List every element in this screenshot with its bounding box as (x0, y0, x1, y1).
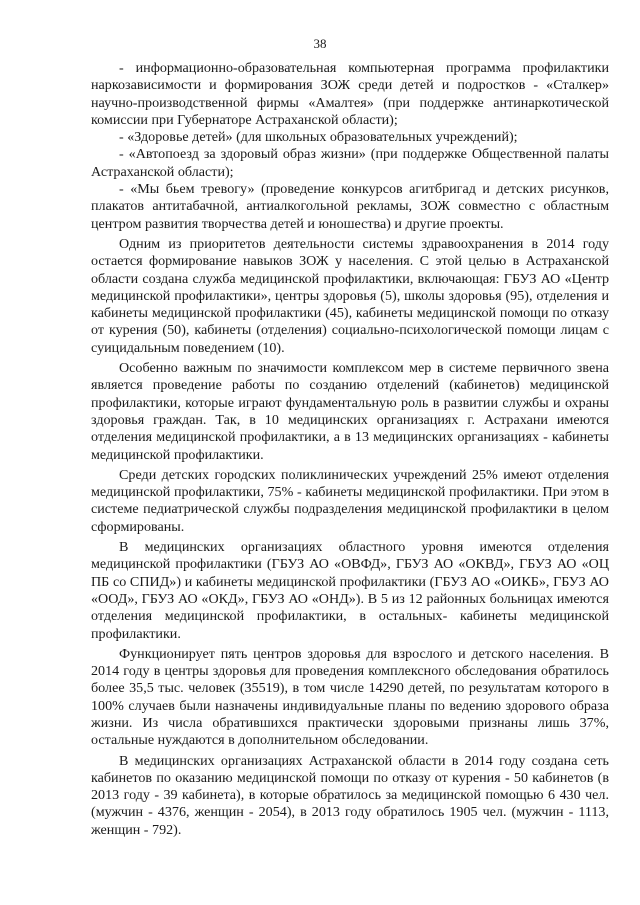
page-number: 38 (313, 36, 327, 51)
paragraph-regional-organizations: В медицинских организациях областного уровня имеются отделения медицинской профилактики (ГБУЗ АО «ОВФД», ГБУЗ АО «ОКВД», ГБУЗ АО «ОЦ ПБ со СПИД») и кабинеты медицинской профилактики (ГБУЗ АО «ОИКБ», ГБУЗ АО «ООД», ГБУЗ АО «ОКД», ГБУЗ АО «ОНД»). В 5 из 12 районных больницах имеются отделения медицинской профилактики, в остальных- кабинеты медицинской профилактики. (91, 539, 609, 642)
bullet-item-stalker: - информационно-образовательная компьютерная программа профилактики наркозависимости и формирования ЗОЖ среди детей и подростков - «Сталкер» научно-производственной фирмы «Амалтея» (при поддержке антинаркотической комиссии при Губернаторе Астраханской области); (91, 60, 609, 128)
bullet-item-children-health: - «Здоровье детей» (для школьных образовательных учреждений); (119, 129, 518, 146)
paragraph-priorities: Одним из приоритетов деятельности системы здравоохранения в 2014 году остается формирование навыков ЗОЖ у населения. С этой целью в Астраханской области создана служба медицинской профилактики, включающая: ГБУЗ АО «Центр медицинской профилактики», центры здоровья (5), школы здоровья (95), отделения и кабинеты медицинской профилактики (45), кабинеты медицинской помощи по отказу от курения (50), кабинеты (отделения) социально-психологической помощи лицам с суицидальным поведением (10). (91, 235, 609, 356)
paragraph-health-centers: Функционирует пять центров здоровья для взрослого и детского населения. В 2014 году в центры здоровья для проведения комплексного обследования обратилось более 35,5 тыс. человек (35519), в том числе 14290 детей, по результатам которого в 100% случаев были назначены индивидуальные планы по ведению здорового образа жизни. Из числа обратившихся практически здоровыми признаны лишь 37%, остальные нуждаются в дополнительном обследовании. (91, 645, 609, 749)
paragraph-smoking-cessation: В медицинских организациях Астраханской области в 2014 году создана сеть кабинетов по оказанию медицинской помощи по отказу от курения - 50 кабинетов (в 2013 году - 39 кабинета), в которые обратилось за медицинской помощью 6 430 чел. (мужчин - 4376, женщин - 2054), в 2013 году обратилось 1905 чел. (мужчин - 1113, женщин - 792). (91, 752, 609, 838)
bullet-item-alarm: - «Мы бьем тревогу» (проведение конкурсов агитбригад и детских рисунков, плакатов антитабачной, антиалкогольной рекламы, ЗОЖ совместно с областным центром развития творчества детей и юношества) и другие проекты. (91, 181, 609, 232)
paragraph-primary-care: Особенно важным по значимости комплексом мер в системе первичного звена является проведение работы по созданию отделений (кабинетов) медицинской профилактики, которые играют фундаментальную роль в развитии службы и охраны здоровья граждан. Так, в 10 медицинских организациях г. Астрахани имеются отделения медицинской профилактики, а в 13 медицинских организациях - кабинеты медицинской профилактики. (91, 360, 609, 463)
paragraph-children-clinics: Среди детских городских поликлинических учреждений 25% имеют отделения медицинской профилактики, 75% - кабинеты медицинской профилактики. При этом в системе педиатрической службы подразделения медицинской профилактики в целом сформированы. (91, 466, 609, 535)
bullet-item-autotrain: - «Автопоезд за здоровый образ жизни» (при поддержке Общественной палаты Астраханской области); (91, 146, 609, 180)
document-body (91, 60, 609, 839)
